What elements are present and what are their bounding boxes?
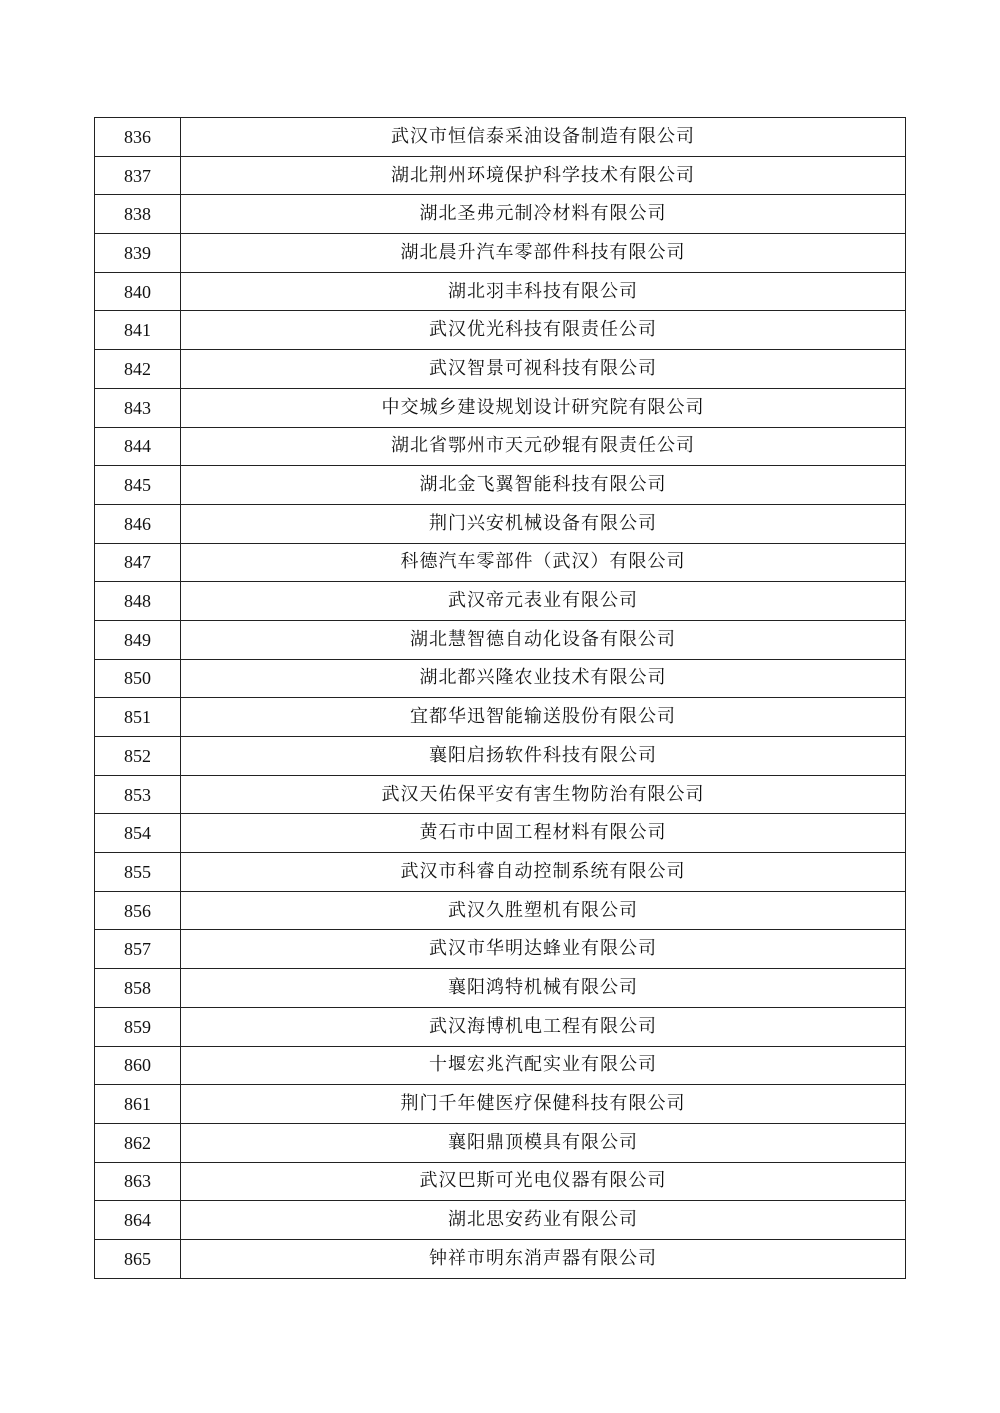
table-row	[95, 234, 906, 273]
row-number: 844	[95, 427, 181, 466]
company-name: 十堰宏兆汽配实业有限公司	[181, 1046, 906, 1085]
table-row	[95, 737, 906, 776]
company-name: 襄阳鸿特机械有限公司	[181, 969, 906, 1008]
row-number: 852	[95, 737, 181, 776]
row-number: 864	[95, 1201, 181, 1240]
company-name: 武汉智景可视科技有限公司	[181, 350, 906, 389]
company-name: 湖北金飞翼智能科技有限公司	[181, 466, 906, 505]
row-number: 865	[95, 1239, 181, 1278]
company-name: 宜都华迅智能输送股份有限公司	[181, 698, 906, 737]
table-row	[95, 466, 906, 505]
company-name: 湖北慧智德自动化设备有限公司	[181, 620, 906, 659]
company-name: 武汉市华明达蜂业有限公司	[181, 930, 906, 969]
row-number: 849	[95, 620, 181, 659]
row-number: 838	[95, 195, 181, 234]
row-number: 841	[95, 311, 181, 350]
company-name: 湖北省鄂州市天元砂辊有限责任公司	[181, 427, 906, 466]
table-row	[95, 969, 906, 1008]
company-name: 黄石市中固工程材料有限公司	[181, 814, 906, 853]
company-name: 湖北羽丰科技有限公司	[181, 272, 906, 311]
row-number: 836	[95, 118, 181, 157]
row-number: 862	[95, 1123, 181, 1162]
row-number: 846	[95, 504, 181, 543]
row-number: 861	[95, 1085, 181, 1124]
row-number: 842	[95, 350, 181, 389]
row-number: 857	[95, 930, 181, 969]
table-row	[95, 930, 906, 969]
company-name: 科德汽车零部件（武汉）有限公司	[181, 543, 906, 582]
company-name: 武汉帝元表业有限公司	[181, 582, 906, 621]
company-name: 湖北思安药业有限公司	[181, 1201, 906, 1240]
row-number: 860	[95, 1046, 181, 1085]
company-name: 钟祥市明东消声器有限公司	[181, 1239, 906, 1278]
table-row	[95, 698, 906, 737]
row-number: 840	[95, 272, 181, 311]
company-name: 襄阳启扬软件科技有限公司	[181, 737, 906, 776]
table-row	[95, 1085, 906, 1124]
company-name: 中交城乡建设规划设计研究院有限公司	[181, 388, 906, 427]
table-row	[95, 1201, 906, 1240]
row-number: 845	[95, 466, 181, 505]
row-number: 848	[95, 582, 181, 621]
company-name: 武汉市科睿自动控制系统有限公司	[181, 853, 906, 892]
row-number: 843	[95, 388, 181, 427]
table-row	[95, 1046, 906, 1085]
table-row	[95, 1239, 906, 1278]
company-name: 武汉海博机电工程有限公司	[181, 1007, 906, 1046]
table-row	[95, 620, 906, 659]
company-list-body	[95, 118, 906, 1279]
company-name: 武汉巴斯可光电仪器有限公司	[181, 1162, 906, 1201]
company-name: 荆门兴安机械设备有限公司	[181, 504, 906, 543]
row-number: 854	[95, 814, 181, 853]
table-row	[95, 775, 906, 814]
company-list-table	[94, 117, 906, 1279]
table-row	[95, 543, 906, 582]
table-row	[95, 195, 906, 234]
table-row	[95, 853, 906, 892]
company-name: 襄阳鼎顶模具有限公司	[181, 1123, 906, 1162]
company-name: 武汉优光科技有限责任公司	[181, 311, 906, 350]
table-row	[95, 1007, 906, 1046]
table-row	[95, 814, 906, 853]
table-row	[95, 582, 906, 621]
company-name: 湖北都兴隆农业技术有限公司	[181, 659, 906, 698]
table-row	[95, 156, 906, 195]
row-number: 856	[95, 891, 181, 930]
company-name: 武汉久胜塑机有限公司	[181, 891, 906, 930]
row-number: 858	[95, 969, 181, 1008]
table-row	[95, 427, 906, 466]
row-number: 851	[95, 698, 181, 737]
row-number: 855	[95, 853, 181, 892]
row-number: 863	[95, 1162, 181, 1201]
table-row	[95, 1162, 906, 1201]
table-row	[95, 891, 906, 930]
table-row	[95, 388, 906, 427]
company-name: 湖北荆州环境保护科学技术有限公司	[181, 156, 906, 195]
table-row	[95, 1123, 906, 1162]
company-name: 湖北晨升汽车零部件科技有限公司	[181, 234, 906, 273]
table-row	[95, 350, 906, 389]
company-name: 湖北圣弗元制冷材料有限公司	[181, 195, 906, 234]
company-name: 荆门千年健医疗保健科技有限公司	[181, 1085, 906, 1124]
row-number: 850	[95, 659, 181, 698]
company-name: 武汉天佑保平安有害生物防治有限公司	[181, 775, 906, 814]
row-number: 859	[95, 1007, 181, 1046]
table-row	[95, 504, 906, 543]
row-number: 837	[95, 156, 181, 195]
table-row	[95, 118, 906, 157]
row-number: 839	[95, 234, 181, 273]
table-row	[95, 311, 906, 350]
company-name: 武汉市恒信泰采油设备制造有限公司	[181, 118, 906, 157]
row-number: 847	[95, 543, 181, 582]
table-row	[95, 272, 906, 311]
table-row	[95, 659, 906, 698]
row-number: 853	[95, 775, 181, 814]
